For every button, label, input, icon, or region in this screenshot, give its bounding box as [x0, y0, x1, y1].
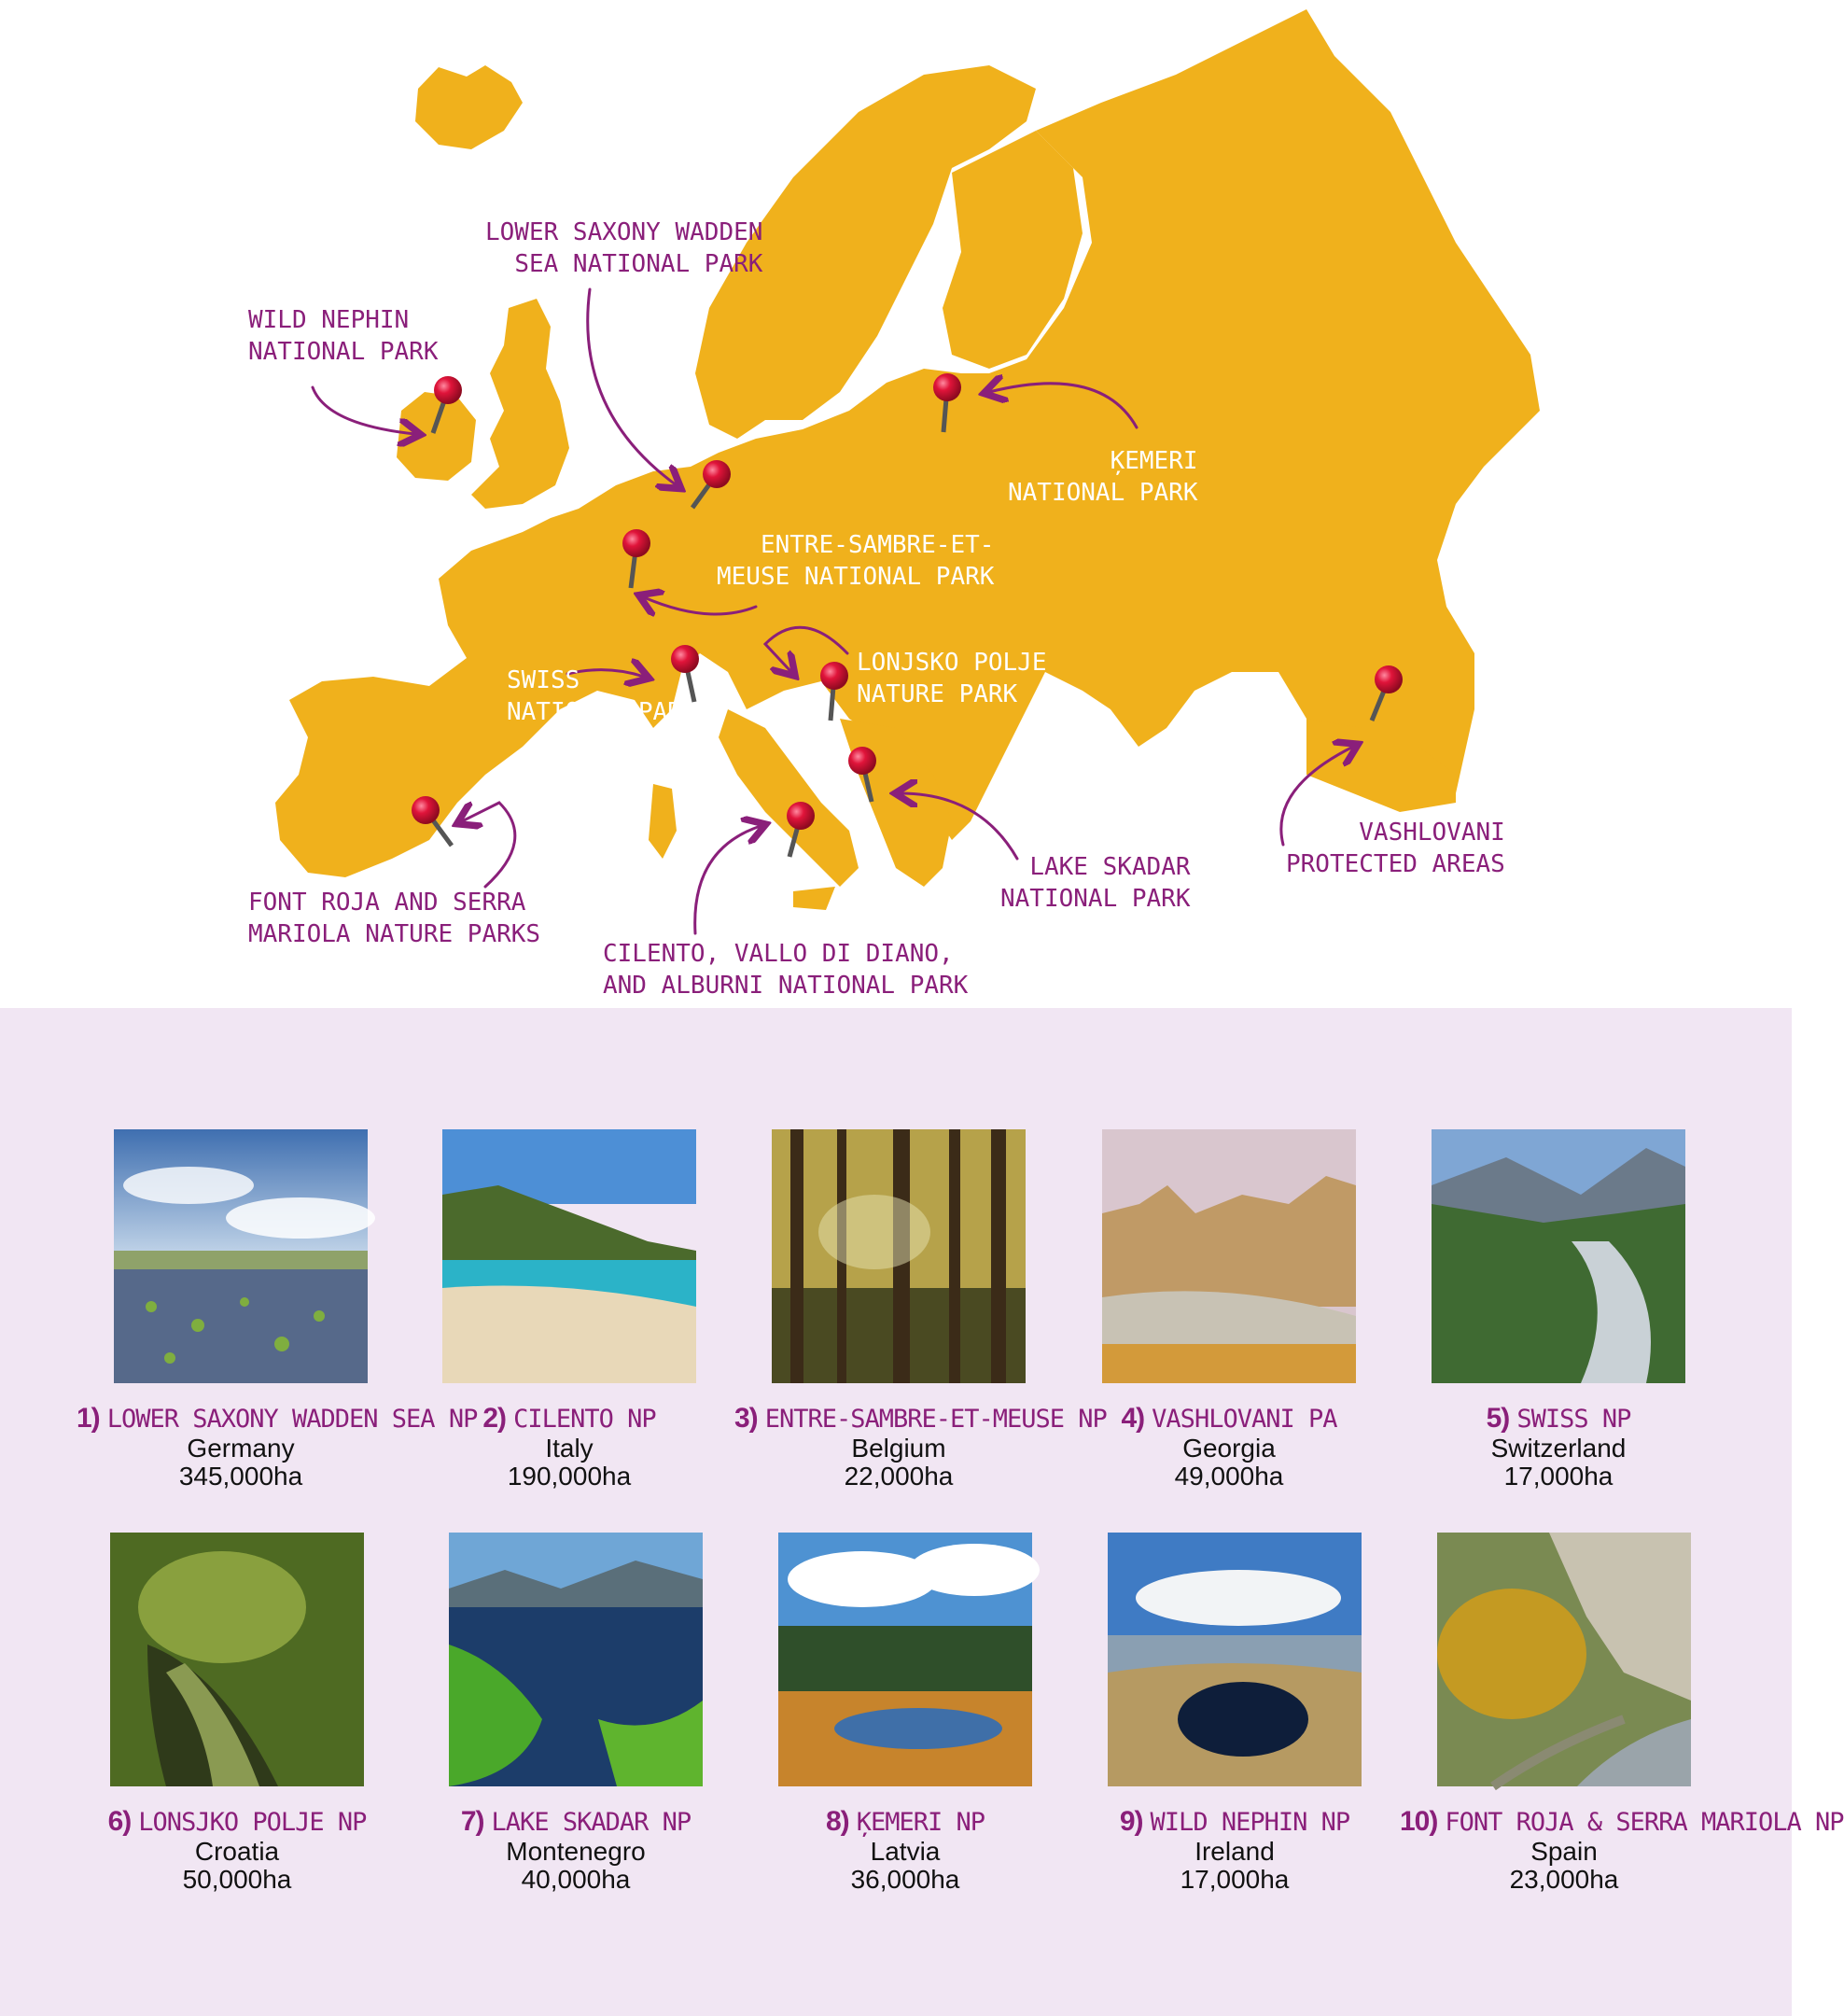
park-name: 1) LOWER SAXONY WADDEN SEA NP	[77, 1403, 478, 1434]
park-country: Belgium	[851, 1434, 946, 1463]
arrow-font-roja	[462, 803, 515, 887]
land-mass	[275, 9, 1540, 910]
label-lower-saxony: LOWER SAXONY WADDEN SEA NATIONAL PARK	[485, 218, 763, 278]
sardinia-shape	[649, 784, 677, 859]
label-entre-sambre: ENTRE-SAMBRE-ET- MEUSE NATIONAL PARK	[717, 531, 995, 591]
park-card[interactable]	[1394, 1129, 1723, 1491]
park-country: Latvia	[870, 1837, 941, 1866]
label-lake-skadar: LAKE SKADAR NATIONAL PARK	[1000, 853, 1191, 913]
cilento-beach-photo	[442, 1129, 696, 1383]
label-kemeri: ĶEMERI NATIONAL PARK	[1008, 447, 1198, 507]
mountain-pool-photo	[1108, 1533, 1362, 1786]
park-card[interactable]	[405, 1129, 733, 1491]
ireland-shape	[397, 392, 476, 481]
label-lonsjko: LONJSKO POLJE NATURE PARK	[857, 649, 1047, 708]
label-wild-nephin: WILD NEPHIN NATIONAL PARK	[248, 306, 439, 366]
park-card[interactable]	[1070, 1533, 1399, 1894]
italy-shape	[719, 709, 859, 887]
river-forest-photo	[110, 1533, 364, 1786]
park-area: 22,000ha	[844, 1462, 954, 1491]
park-card[interactable]	[1065, 1129, 1393, 1491]
park-area: 345,000ha	[178, 1462, 303, 1491]
park-name: 2) CILENTO NP	[482, 1403, 656, 1434]
park-name: 8) ĶEMERI NP	[826, 1806, 985, 1837]
sicily-shape	[793, 887, 835, 910]
bog-photo	[778, 1533, 1032, 1786]
park-name: 9) WILD NEPHIN NP	[1119, 1806, 1350, 1837]
park-card[interactable]	[1400, 1533, 1844, 1894]
label-cilento: CILENTO, VALLO DI DIANO, AND ALBURNI NATIONAL PARK	[603, 940, 969, 1000]
park-area: 23,000ha	[1509, 1865, 1619, 1894]
park-country: Georgia	[1182, 1434, 1276, 1463]
park-area: 17,000ha	[1180, 1865, 1290, 1894]
autumn-cliff-photo	[1437, 1533, 1691, 1786]
arrow-lower-saxony	[588, 289, 677, 485]
park-name: 7) LAKE SKADAR NP	[460, 1806, 692, 1837]
canyon-photo	[1102, 1129, 1356, 1383]
park-country: Croatia	[194, 1837, 280, 1866]
europe-map	[0, 0, 1792, 1008]
parks-list	[0, 1008, 1844, 2016]
park-card[interactable]	[734, 1129, 1107, 1491]
label-font-roja: FONT ROJA AND SERRA MARIOLA NATURE PARKS	[248, 889, 541, 948]
park-area: 17,000ha	[1503, 1462, 1614, 1491]
park-area: 36,000ha	[850, 1865, 960, 1894]
park-country: Spain	[1530, 1837, 1598, 1866]
alpine-valley-photo	[1432, 1129, 1685, 1383]
park-name: 3) ENTRE-SAMBRE-ET-MEUSE NP	[734, 1403, 1107, 1434]
great-britain-shape	[471, 299, 569, 509]
park-area: 190,000ha	[507, 1462, 632, 1491]
park-name: 5) SWISS NP	[1486, 1403, 1631, 1434]
label-swiss: SWISS NATIONAL PARK	[507, 666, 697, 726]
iceland-shape	[415, 65, 523, 149]
park-country: Ireland	[1194, 1837, 1275, 1866]
europe-map-graphic	[0, 0, 1792, 1008]
park-area: 49,000ha	[1174, 1462, 1284, 1491]
lake-photo	[449, 1533, 703, 1786]
park-card[interactable]	[77, 1129, 478, 1491]
label-vashlovani: VASHLOVANI PROTECTED AREAS	[1286, 819, 1505, 878]
park-country: Montenegro	[506, 1837, 646, 1866]
park-area: 40,000ha	[521, 1865, 631, 1894]
park-name: 6) LONSJKO POLJE NP	[107, 1806, 367, 1837]
park-area: 50,000ha	[182, 1865, 292, 1894]
park-country: Germany	[187, 1434, 295, 1463]
wadden-sea-photo	[114, 1129, 368, 1383]
park-country: Italy	[545, 1434, 594, 1463]
park-country: Switzerland	[1490, 1434, 1627, 1463]
park-name: 10) FONT ROJA & SERRA MARIOLA NP	[1400, 1806, 1844, 1837]
park-card[interactable]	[412, 1533, 740, 1894]
forest-photo	[772, 1129, 1026, 1383]
park-name: 4) VASHLOVANI PA	[1121, 1403, 1337, 1434]
arrow-cilento	[695, 826, 761, 933]
park-card[interactable]	[73, 1533, 401, 1894]
park-card[interactable]	[741, 1533, 1069, 1894]
